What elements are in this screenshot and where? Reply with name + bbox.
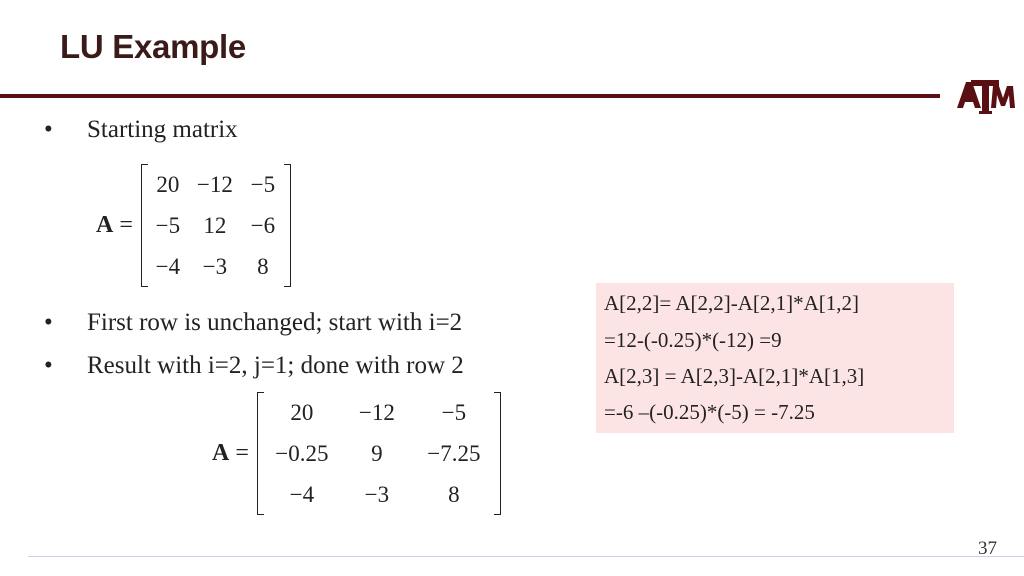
starting-matrix [96,164,291,287]
matrix-cell: 9 [371,441,383,466]
matrix-cell: −12 [358,400,395,425]
bullet-text: Starting matrix [87,116,238,143]
bullet-dot: • [44,116,53,143]
matrix-cell: −5 [441,400,467,425]
result-matrix [212,392,501,515]
footer-divider [28,556,1024,557]
matrix-cell: 20 [156,172,180,197]
bullet-first-row [44,309,462,337]
calculation-line: =12-(-0.25)*(-12) =9 [604,328,782,352]
title-divider [0,94,940,98]
matrix-cell: −6 [250,213,276,238]
page-number: 37 [978,538,997,559]
matrix-cell: −0.25 [275,441,329,466]
calculation-line: =-6 –(-0.25)*(-5) = -7.25 [604,400,815,424]
calculation-line: A[2,3] = A[2,3]-A[2,1]*A[1,3] [604,364,865,388]
matrix-cell: −4 [155,254,181,279]
matrix-label: A [96,212,114,238]
bullet-starting-matrix [44,116,238,144]
calculation-line: A[2,2]= A[2,2]-A[2,1]*A[1,2] [604,291,860,315]
matrix-cell: −7.25 [427,441,481,466]
calculation-box [596,283,954,433]
matrix-cell: −5 [155,213,181,238]
matrix-grid [141,164,291,287]
matrix-cell: 20 [290,400,314,425]
equals-sign: = [235,440,249,466]
bullet-text: Result with i=2, j=1; done with row 2 [87,352,464,379]
bullet-result [44,352,464,380]
bullet-dot: • [44,309,53,336]
matrix-cell: 8 [257,254,269,279]
atm-logo-icon [955,78,1015,116]
matrix-cell: −3 [364,482,390,507]
bullet-text: First row is unchanged; start with i=2 [87,309,463,336]
slide-title: LU Example [60,28,246,65]
matrix-cell: −3 [202,254,228,279]
equals-sign: = [119,212,133,238]
matrix-grid [257,392,501,515]
matrix-cell: −4 [289,482,315,507]
matrix-cell: 12 [203,213,227,238]
matrix-cell: 8 [448,482,460,507]
matrix-cell: −12 [196,172,233,197]
bullet-dot: • [44,352,53,379]
matrix-cell: −5 [250,172,276,197]
matrix-label: A [212,440,230,466]
